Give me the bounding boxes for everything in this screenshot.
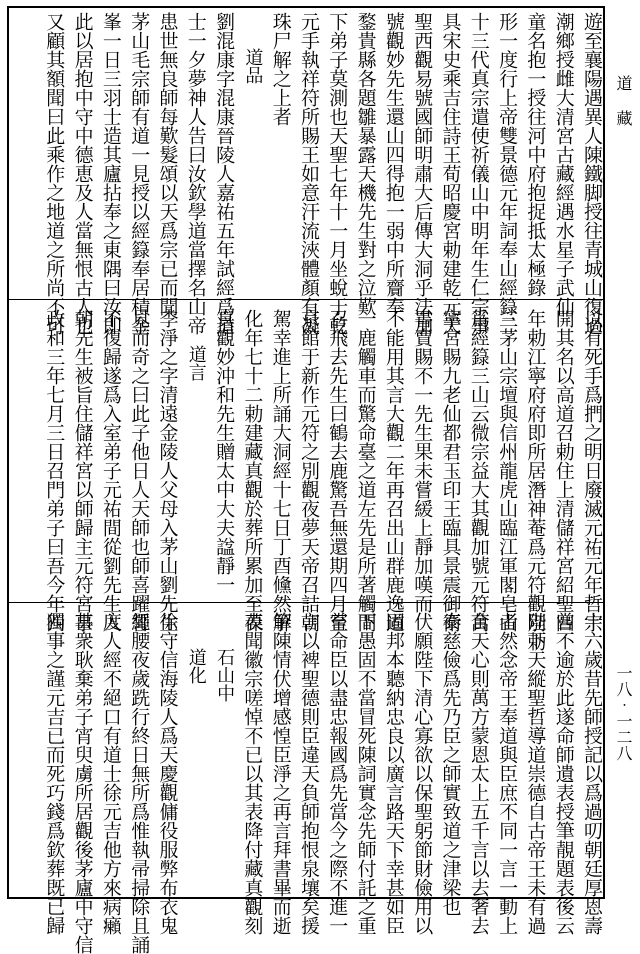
text-column: 此以居抱中守中德恵及人當無恨古人也 bbox=[71, 12, 94, 335]
text-column: 遊至襄陽遇異人陳鐵脚授往青城山復過 bbox=[581, 12, 603, 335]
text-column: 筆陳情伏增感惶臣淨之再言拜書畢而逝 bbox=[269, 612, 292, 935]
text-column: 固邦本聽納忠良以廣言路天下幸甚如臣 bbox=[382, 612, 405, 935]
text-column: 聖西觀易號國師明肅大后傳大洞乎法加 bbox=[411, 12, 434, 335]
text-column: 嘗命臣以盡忠報國爲先當今之際不進一 bbox=[326, 612, 349, 935]
text-column: 一鹿觸車而驚命臺之道左先是所著觸間 bbox=[354, 309, 377, 632]
text-column: 化年七十二勅建藏真觀於葬所累加至葆 bbox=[241, 309, 264, 632]
text-column: 真觀妙沖和先生贈太中大夫諡靜一 bbox=[213, 309, 236, 594]
text-column: 嘗不逾於此遂命師遺表授筆靚題表後云 bbox=[552, 612, 575, 935]
text-column: 不復歸遂爲入室弟子元祐間從劉先生入 bbox=[99, 309, 122, 632]
text-column: 言以裨聖德則臣違天負師抱恨泉壤矣援 bbox=[298, 612, 320, 935]
section-heading: 石山中 bbox=[214, 648, 236, 702]
text-column: 開其名以高道召勅住上清儲祥宮紹聖四 bbox=[552, 309, 575, 632]
text-column: 三茅山宗壇與信州龍虎山臨江軍閣皂山 bbox=[496, 309, 519, 632]
text-column: 元手執祥符所賜王如意汗流浹體顏有凝 bbox=[298, 12, 320, 335]
text-column: 泰慈儉爲先乃臣之師實致道之津梁也 bbox=[439, 612, 462, 916]
text-column: 寧宮賜九老仙都君玉印王臨具景震御衛 bbox=[439, 309, 462, 632]
section-heading: 道化 bbox=[185, 648, 207, 684]
text-column: 茅山毛宗師有道一見授以經籙奉居積金 bbox=[128, 12, 151, 335]
text-column: 士一夕夢神人告曰汝欽學道當擇名山帝 bbox=[184, 12, 207, 335]
section-heading: 道品 bbox=[242, 48, 264, 84]
text-column: 潮鄉授雌大清宮古藏經遇水星子武仙 bbox=[552, 12, 575, 316]
text-column: 年勅江寧府府即所居潛神菴爲元符觀別勅 bbox=[524, 309, 547, 651]
text-column: 以有死手爲捫之明日廢滅元祐元年哲宗 bbox=[581, 309, 603, 632]
page-number: 一八‧一二八 bbox=[614, 665, 633, 761]
text-column: 京館于新作元符之別觀夜夢天帝召詰朝 bbox=[298, 309, 320, 632]
text-column: 李淨之字清遠金陵人父母入茅山劉先生 bbox=[156, 309, 179, 632]
text-column: 伏願陛下清心寡欲以保聖躬節財儉用以 bbox=[411, 612, 434, 935]
section-heading: 道言 bbox=[185, 345, 207, 381]
gutter-label: 道 藏 bbox=[614, 75, 633, 126]
text-column: 繩腰夜歲跣行終日無所爲惟執帚掃除且誦 bbox=[128, 612, 151, 954]
text-column: 鍪貴縣各題雛暴露天機先生對之泣歎 bbox=[354, 12, 377, 316]
text-column: 具宋史乘吉住詩王荀昭慶宮勅建乾元天 bbox=[439, 12, 462, 335]
text-column: 童名抱一授往河中府抱捉抵太極錄 bbox=[524, 12, 547, 297]
text-column: 劉混康字混康晉陵人嘉祐五年試經爲道 bbox=[213, 12, 236, 335]
text-column: 召飛去先生曰鶴去鹿驚吾無還期四月至 bbox=[326, 309, 349, 632]
text-column: 珠尸解之上者 bbox=[269, 12, 292, 126]
text-column: 表聞徽宗嗟悼不已以其表降付藏真觀刻 bbox=[241, 612, 264, 935]
page-gutter bbox=[608, 0, 640, 916]
text-column: 徐守信海陵人爲天慶觀傭役服弊布衣鬼 bbox=[156, 612, 179, 935]
text-column: 駕幸進上所誦大洞經十七日丁酉儵然解 bbox=[269, 309, 292, 632]
text-column: 下弟子莫測也天聖七年十一月坐蛻于乾 bbox=[326, 12, 349, 335]
text-column: 號觀妙先生還山四得抱一弱中所齎奉 bbox=[382, 12, 405, 316]
text-column: 甚衆耿棄弟子宵臾虜所居觀後茅廬中守信 bbox=[71, 612, 94, 954]
text-column: 書賣賜不一先生果未嘗緩上靜加嘆而 bbox=[411, 309, 434, 613]
text-column: 峯一日三羽士造其廬拈奉之東隅曰汝即 bbox=[99, 12, 122, 335]
text-column: 獨事之謹元吉已而死巧錢爲欽葬既已歸 bbox=[43, 612, 66, 935]
text-column: 見而奇之曰此子他日人天師也師喜躍誓 bbox=[128, 309, 151, 632]
text-column: 下愚固不當冒死陳詞實念先師付託之重 bbox=[354, 612, 377, 935]
text-column: 合天心則萬方蒙恩太上五千言以去奢去 bbox=[467, 612, 490, 935]
text-column: 不能用其言大觀二年再召出山群鹿逸道 bbox=[382, 309, 405, 632]
text-column: 者然念帝王奉道與臣庶不同一言一動上 bbox=[496, 612, 519, 935]
text-column: 度人經不絕口有道士徐元吉他方來病癩 bbox=[99, 612, 122, 935]
text-column: 十三代真宗遣使祈儀山中明年生仁宗事 bbox=[467, 12, 490, 335]
text-column: 形一度行上帝雙景德元年詞奉山經籙二 bbox=[496, 12, 519, 335]
text-column: 患世無良師每歎髮頌以天爲宗已而聞 bbox=[156, 12, 179, 316]
text-column: 朝先生被旨住儲祥宮以師歸主元符宮事 bbox=[71, 309, 94, 632]
text-column: 陛下天縱聖哲導道崇德自古帝王未有過 bbox=[524, 612, 547, 935]
text-column: 政和三年七月三日召門弟子曰吾今年四 bbox=[43, 309, 66, 632]
text-column: 十六歲昔先師授記以爲過叨朝廷厚恩壽 bbox=[581, 612, 603, 935]
text-column: 爲經籙三山云微宗益大其觀加號元符萬 bbox=[467, 309, 490, 632]
text-column: 又顧其額聞曰此乘作之地道之所尚不可 bbox=[43, 12, 66, 335]
